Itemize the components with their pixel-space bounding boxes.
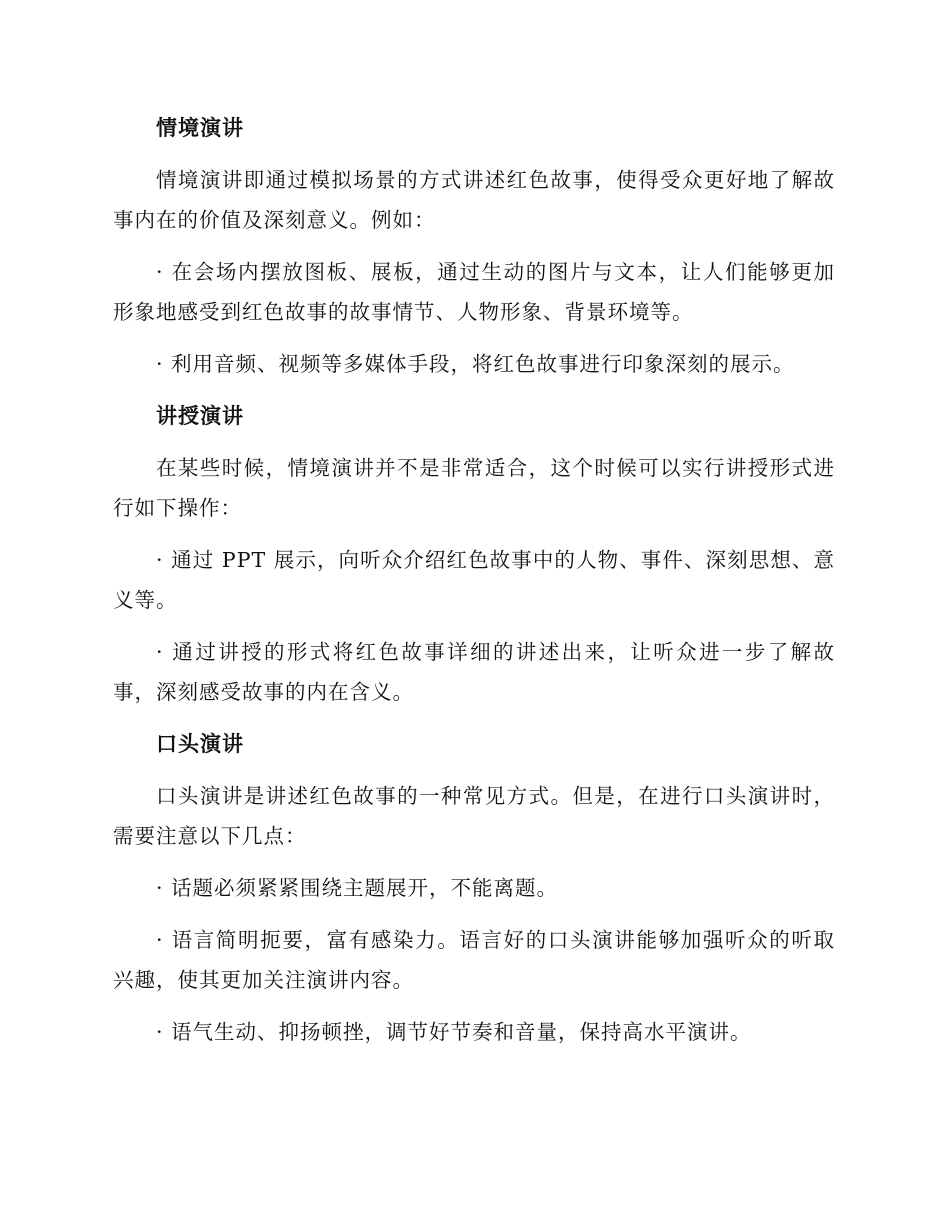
- section-heading: 口头演讲: [156, 732, 244, 756]
- bullet-item: · 话题必须紧紧围绕主题展开，不能离题。: [156, 876, 559, 900]
- section-intro: 在某些时候，情境演讲并不是非常适合，这个时候可以实行讲授形式进行如下操作：: [113, 456, 835, 520]
- section-lecture-speech: [113, 396, 835, 712]
- section-situational-speech: [113, 108, 835, 384]
- bullet-item: · 利用音频、视频等多媒体手段，将红色故事进行印象深刻的展示。: [156, 352, 795, 376]
- section-oral-speech: [113, 724, 835, 1052]
- bullet-item: · 在会场内摆放图板、展板，通过生动的图片与文本，让人们能够更加形象地感受到红色故事的故事情节、人物形象、背景环境等。: [113, 260, 835, 324]
- bullet-item: · 通过 PPT 展示，向听众介绍红色故事中的人物、事件、深刻思想、意义等。: [113, 548, 835, 612]
- document-body: [113, 108, 835, 1064]
- section-heading: 讲授演讲: [156, 404, 244, 428]
- bullet-item: · 通过讲授的形式将红色故事详细的讲述出来，让听众进一步了解故事，深刻感受故事的内在含义。: [113, 640, 835, 704]
- section-heading: 情境演讲: [156, 116, 244, 140]
- section-intro: 情境演讲即通过模拟场景的方式讲述红色故事，使得受众更好地了解故事内在的价值及深刻意义。例如：: [113, 168, 835, 232]
- bullet-item: · 语气生动、抑扬顿挫，调节好节奏和音量，保持高水平演讲。: [156, 1020, 752, 1044]
- section-intro: 口头演讲是讲述红色故事的一种常见方式。但是，在进行口头演讲时，需要注意以下几点：: [113, 784, 835, 848]
- bullet-item: · 语言简明扼要，富有感染力。语言好的口头演讲能够加强听众的听取兴趣，使其更加关注演讲内容。: [113, 928, 835, 992]
